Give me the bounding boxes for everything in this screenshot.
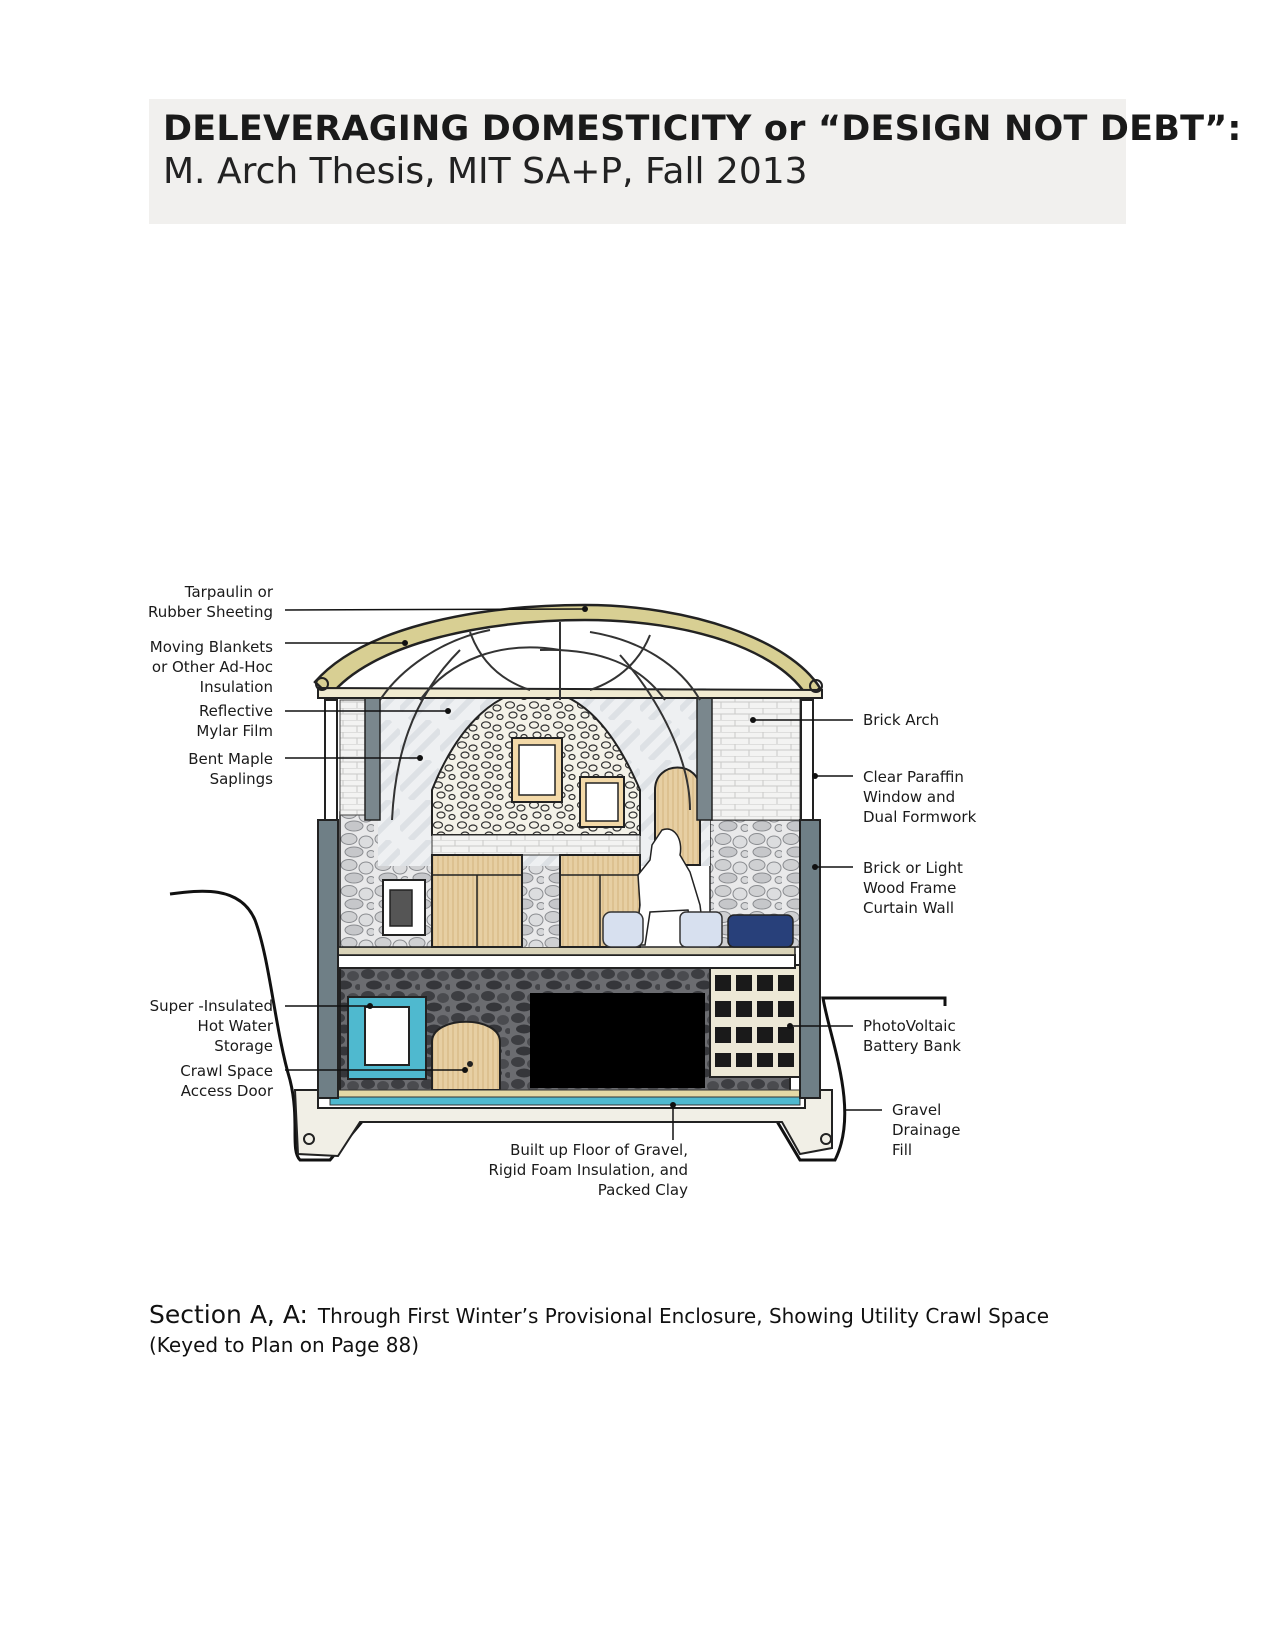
caption-heading: Section A, A:	[149, 1300, 308, 1329]
label-battery-bank: PhotoVoltaic Battery Bank	[863, 1017, 961, 1055]
label-paraffin-window: Clear Paraffin Window and Dual Formwork	[863, 768, 977, 826]
label-curtain-wall: Brick or Light Wood Frame Curtain Wall	[863, 859, 963, 917]
label-tarpaulin: Tarpaulin or Rubber Sheeting	[147, 583, 273, 621]
label-gravel-fill: Gravel Drainage Fill	[892, 1101, 961, 1159]
page-title: DELEVERAGING DOMESTICITY or “DESIGN NOT DEBT”:	[163, 109, 1242, 149]
label-crawl-space-door: Crawl Space Access Door	[180, 1062, 273, 1100]
figure-caption	[149, 1300, 1049, 1329]
label-moving-blankets: Moving Blankets or Other Ad-Hoc Insulation	[149, 638, 273, 696]
label-hot-water-storage: Super -Insulated Hot Water Storage	[149, 997, 273, 1055]
page-subtitle: M. Arch Thesis, MIT SA+P, Fall 2013	[163, 151, 808, 192]
label-maple-saplings: Bent Maple Saplings	[188, 750, 273, 788]
caption-reference: (Keyed to Plan on Page 88)	[149, 1333, 420, 1357]
label-brick-arch: Brick Arch	[863, 711, 940, 729]
caption-text: Through First Winter’s Provisional Enclosure, Showing Utility Crawl Space	[317, 1304, 1050, 1328]
label-built-up-floor: Built up Floor of Gravel, Rigid Foam Insulation, and Packed Clay	[488, 1141, 688, 1199]
label-mylar-film: Reflective Mylar Film	[196, 702, 273, 740]
